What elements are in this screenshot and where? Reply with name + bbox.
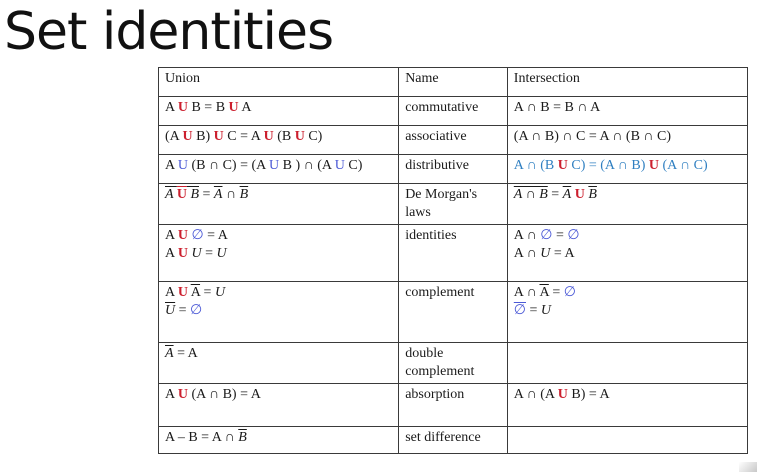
- row-distributive: [159, 155, 748, 184]
- formula-segment: U: [177, 100, 188, 115]
- intersection-cell: [507, 155, 747, 184]
- formula-segment: A ∩ B = B ∩ A: [513, 100, 601, 115]
- formula-segment: U: [268, 158, 280, 173]
- formula-segment: A: [238, 100, 252, 115]
- formula-segment: (A ∩ C): [659, 158, 708, 173]
- formula-segment: U: [182, 129, 193, 144]
- union-cell: [159, 384, 399, 427]
- slide-title: Set identities: [4, 2, 334, 62]
- formula-segment: A: [165, 387, 178, 402]
- name-cell: [399, 155, 508, 184]
- set-identities-table: [158, 67, 748, 454]
- formula-line: [165, 227, 392, 245]
- row-set-difference: [159, 427, 748, 454]
- identity-name-line: laws: [405, 205, 431, 220]
- formula-segment: $\overline{A}$: [539, 285, 549, 300]
- formula-segment: U: [557, 387, 568, 402]
- intersection-cell: [507, 282, 747, 343]
- formula-segment: A ∩ (A: [513, 387, 558, 402]
- formula-segment: $\overline{U}$: [176, 187, 187, 202]
- formula-segment: A: [165, 158, 178, 173]
- formula-line: [165, 128, 392, 146]
- formula-segment: A ∩: [513, 228, 541, 243]
- formula-segment: U: [214, 285, 226, 300]
- formula-segment: C) = (A ∩ B): [567, 158, 649, 173]
- row-commutative: [159, 97, 748, 126]
- header-union: Union: [159, 68, 399, 97]
- formula-segment: U: [648, 158, 660, 173]
- row-absorption: [159, 384, 748, 427]
- formula-segment: ∅: [563, 285, 576, 300]
- identity-name-line: distributive: [405, 158, 469, 173]
- formula-segment: (B: [273, 129, 295, 144]
- formula-segment: U: [540, 303, 552, 318]
- formula-segment: ∅: [513, 303, 526, 318]
- identity-name-line: associative: [405, 129, 467, 144]
- formula-segment: U: [177, 158, 188, 173]
- identity-name-line: complement: [405, 364, 475, 379]
- corner-fade: [739, 462, 757, 472]
- formula-segment: B ) ∩ (A: [279, 158, 335, 173]
- formula-segment: (B ∩ C) = (A: [187, 158, 269, 173]
- formula-segment: B: [186, 187, 199, 202]
- formula-line: [165, 157, 392, 175]
- formula-segment: $\overline{U}$: [165, 303, 176, 318]
- name-cell: [399, 427, 508, 454]
- formula-segment: ∅: [540, 228, 553, 243]
- formula-line: [165, 99, 392, 117]
- intersection-cell: [507, 343, 747, 384]
- formula-segment: U: [213, 129, 224, 144]
- name-cell: [399, 282, 508, 343]
- formula-segment: $\overline{B}$: [238, 430, 247, 445]
- formula-line: [165, 245, 392, 263]
- formula-segment: $\overline{A}$: [165, 346, 174, 361]
- formula-segment: =: [526, 303, 541, 318]
- formula-segment: A: [165, 228, 178, 243]
- formula-segment: U: [177, 285, 188, 300]
- formula-segment: ∅: [191, 228, 204, 243]
- union-cell: [159, 427, 399, 454]
- name-cell: [399, 384, 508, 427]
- formula-segment: $\overline{A}$: [213, 187, 223, 202]
- formula-line: [514, 386, 741, 404]
- header-name: Name: [399, 68, 508, 97]
- intersection-cell: [507, 184, 747, 225]
- formula-segment: = A: [203, 228, 228, 243]
- formula-segment: U: [177, 228, 188, 243]
- formula-segment: A ∩: [513, 246, 541, 261]
- identity-name-line: commutative: [405, 100, 479, 115]
- formula-segment: $\overline{A}$: [190, 285, 201, 300]
- formula-segment: (A ∩ B) = A: [187, 387, 261, 402]
- formula-segment: =: [548, 285, 564, 300]
- formula-segment: U: [191, 246, 202, 261]
- union-cell: [159, 184, 399, 225]
- formula-segment: ∅: [567, 228, 580, 243]
- formula-segment: $\overline{A}$: [562, 187, 572, 202]
- formula-line: [165, 186, 392, 204]
- formula-line: [165, 345, 392, 363]
- formula-segment: U: [294, 129, 305, 144]
- name-cell: [399, 97, 508, 126]
- formula-line: [514, 302, 741, 320]
- row-double-complement: [159, 343, 748, 384]
- formula-line: [165, 429, 392, 447]
- formula-line: [165, 284, 392, 302]
- formula-segment: C = A: [223, 129, 264, 144]
- formula-segment: =: [199, 187, 214, 202]
- formula-line: [514, 284, 741, 302]
- name-cell: [399, 184, 508, 225]
- formula-segment: (A: [165, 129, 183, 144]
- formula-segment: U: [216, 246, 227, 261]
- formula-segment: A: [165, 285, 178, 300]
- formula-segment: =: [201, 246, 217, 261]
- formula-segment: A ∩: [513, 285, 540, 300]
- formula-segment: U: [228, 100, 239, 115]
- formula-segment: = A: [550, 246, 575, 261]
- formula-line: [514, 157, 741, 175]
- header-intersection: Intersection: [507, 68, 747, 97]
- formula-segment: U: [540, 246, 551, 261]
- formula-line: [514, 186, 741, 204]
- formula-segment: C): [344, 158, 363, 173]
- name-cell: [399, 343, 508, 384]
- formula-segment: A: [165, 246, 178, 261]
- intersection-cell: [507, 97, 747, 126]
- identity-name-line: double: [405, 346, 444, 361]
- union-cell: [159, 225, 399, 282]
- intersection-cell: [507, 384, 747, 427]
- formula-segment: ∅: [190, 303, 203, 318]
- formula-segment: A – B = A ∩: [165, 430, 239, 445]
- intersection-cell: [507, 427, 747, 454]
- formula-segment: U: [263, 129, 274, 144]
- formula-segment: U: [334, 158, 345, 173]
- formula-line: [514, 227, 741, 245]
- formula-line: [514, 245, 741, 263]
- formula-segment: A ∩ B: [513, 187, 548, 202]
- formula-segment: $\overline{B}$: [239, 187, 249, 202]
- formula-segment: =: [175, 303, 191, 318]
- union-cell: [159, 126, 399, 155]
- row-de-morgans-laws: [159, 184, 748, 225]
- identity-name-line: set difference: [405, 430, 481, 445]
- formula-segment: A: [165, 100, 178, 115]
- identity-name-line: De Morgan's: [405, 187, 478, 202]
- formula-line: [514, 128, 741, 146]
- formula-segment: B): [192, 129, 214, 144]
- intersection-cell: [507, 225, 747, 282]
- formula-segment: (A ∩ B) ∩ C = A ∩ (B ∩ C): [513, 129, 672, 144]
- formula-segment: U: [177, 246, 188, 261]
- identity-name-line: complement: [405, 285, 475, 300]
- row-associative: [159, 126, 748, 155]
- formula-segment: A ∩ (B: [513, 158, 558, 173]
- formula-segment: = A: [173, 346, 198, 361]
- row-identities: [159, 225, 748, 282]
- formula-segment: =: [547, 187, 563, 202]
- union-cell: [159, 155, 399, 184]
- formula-segment: B = B: [187, 100, 229, 115]
- row-complement: [159, 282, 748, 343]
- formula-line: [165, 302, 392, 320]
- formula-segment: =: [200, 285, 215, 300]
- intersection-cell: [507, 126, 747, 155]
- formula-segment: A: [165, 187, 177, 202]
- union-cell: [159, 282, 399, 343]
- formula-segment: U: [557, 158, 568, 173]
- formula-segment: U: [574, 187, 585, 202]
- name-cell: [399, 126, 508, 155]
- identity-name-line: absorption: [405, 387, 465, 402]
- formula-line: [514, 99, 741, 117]
- formula-segment: =: [552, 228, 568, 243]
- identity-name-line: identities: [405, 228, 457, 243]
- formula-segment: $\overline{B}$: [588, 187, 597, 202]
- formula-line: [165, 386, 392, 404]
- formula-segment: U: [177, 387, 188, 402]
- header-row: [159, 68, 748, 97]
- name-cell: [399, 225, 508, 282]
- formula-segment: B) = A: [567, 387, 610, 402]
- formula-segment: ∩: [222, 187, 240, 202]
- union-cell: [159, 97, 399, 126]
- formula-segment: C): [304, 129, 323, 144]
- union-cell: [159, 343, 399, 384]
